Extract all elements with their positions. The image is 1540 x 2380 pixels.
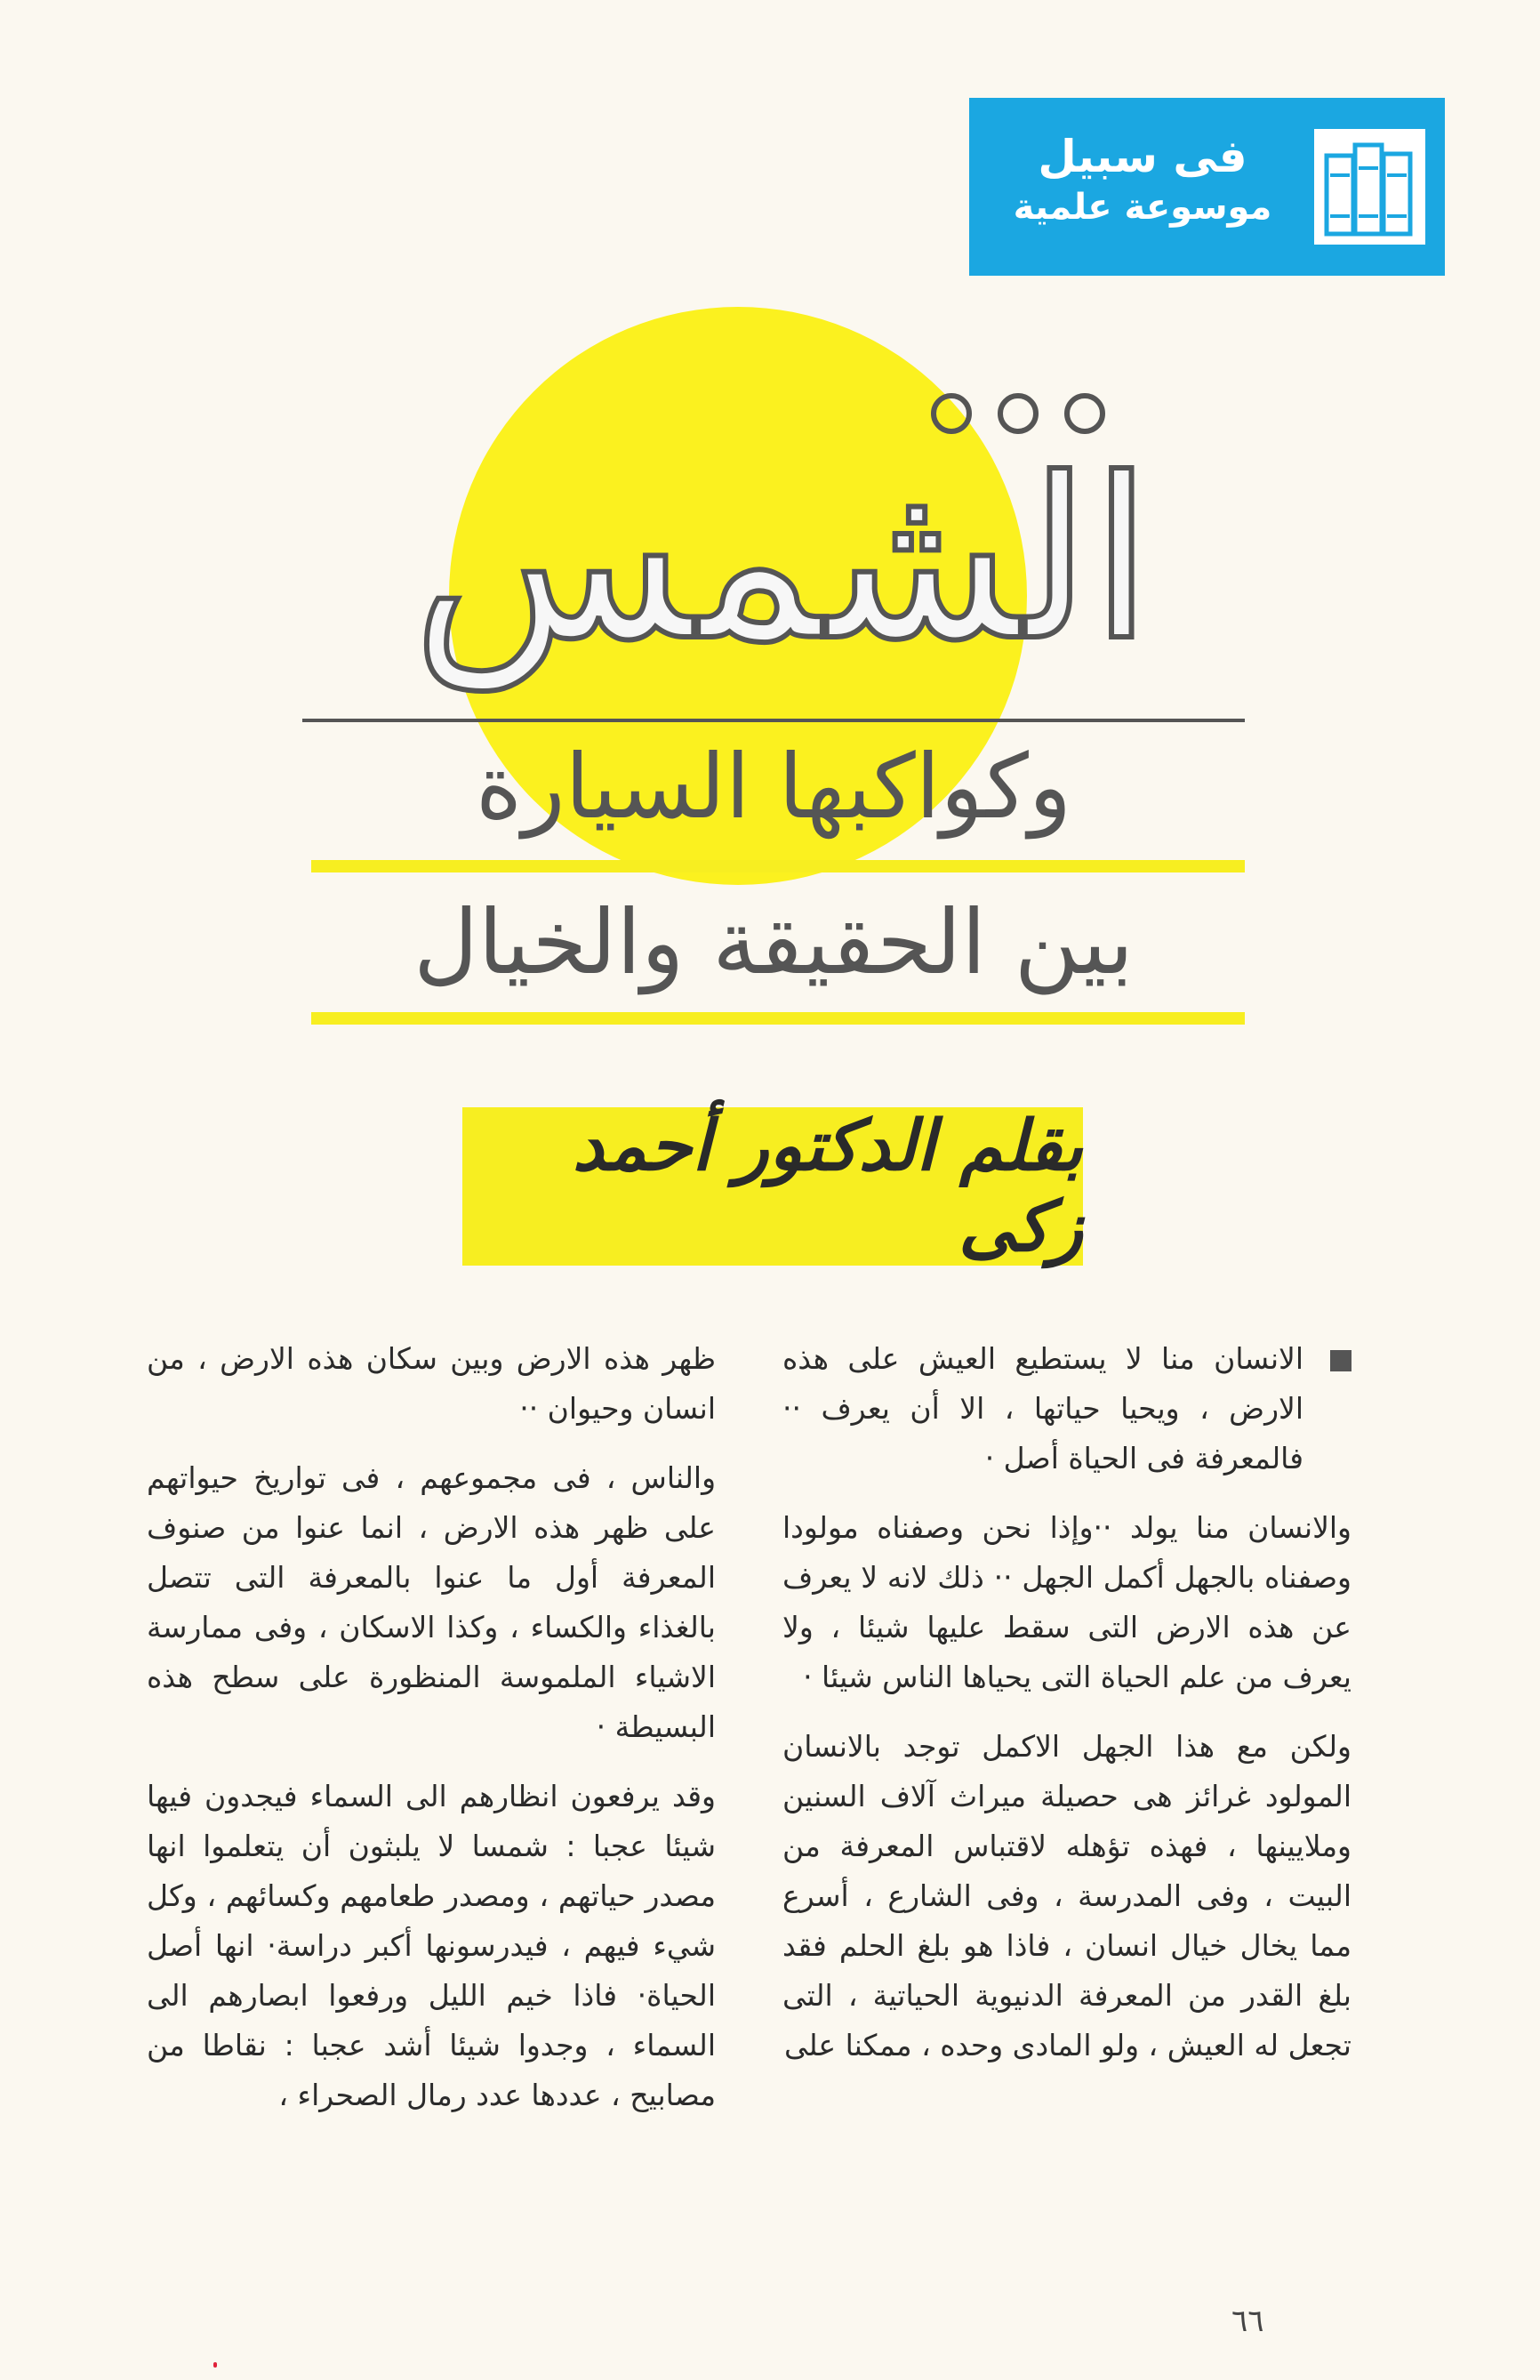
print-mark bbox=[213, 2362, 217, 2368]
subtitle-underline-2 bbox=[311, 1012, 1245, 1025]
article-column-left bbox=[147, 1334, 716, 2140]
page-title: الشمس bbox=[413, 430, 1152, 689]
title-dots bbox=[925, 391, 1111, 436]
article-column-right bbox=[782, 1334, 1352, 2090]
series-line-2: موسوعة علمية bbox=[1013, 186, 1272, 228]
paragraph-text: الانسان منا لا يستطيع العيش على هذه الارض ، ويحيا حياتها ، الا أن يعرف ·· فالمعرفة فى الحياة أصل · bbox=[782, 1341, 1303, 1475]
paragraph: ظهر هذه الارض وبين سكان هذه الارض ، من انسان وحيوان ·· bbox=[147, 1341, 716, 1426]
paragraph: وقد يرفعون انظارهم الى السماء فيجدون فيها شيئا عجبا : شمسا لا يلبثون أن يتعلموا انها مصدر حياتهم ، ومصدر طعامهم وكسائهم ، وكل شيء فيهم ، فيدرسونها أكبر دراسة· انها أصل الحياة· فاذا خيم الليل ورفعوا ابصارهم الى السماء ، وجدوا شيئا أشد عجبا : نقاطا من مصابيح ، عددها عدد رمال الصحراء ، bbox=[147, 1779, 716, 2112]
paragraph bbox=[782, 1334, 1352, 1483]
subtitle-underline-1 bbox=[311, 860, 1245, 872]
series-banner bbox=[969, 98, 1445, 276]
series-title bbox=[991, 129, 1294, 229]
subtitle-line-1: وكواكبها السيارة bbox=[475, 735, 1072, 839]
page-number: ٦٦ bbox=[1231, 2304, 1264, 2339]
paragraph: والناس ، فى مجموعهم ، فى تواريخ حيواتهم على ظهر هذه الارض ، انما عنوا من صنوف المعرفة أول ما عنوا بالمعرفة التى تتصل بالغذاء والكساء ، وكذا الاسكان ، وفى ممارسة الاشياء الملموسة المنظورة على سطح هذه البسيطة · bbox=[147, 1460, 716, 1744]
title-divider bbox=[302, 719, 1245, 722]
paragraph: ولكن مع هذا الجهل الاكمل توجد بالانسان المولود غرائز هى حصيلة ميراث آلاف السنين وملايينها ، فهذه تؤهله لاقتباس المعرفة من البيت ، وفى المدرسة ، وفى الشارع ، أسرع مما يخال خيال انسان ، فاذا هو بلغ الحلم فقد بلغ القدر من المعرفة الدنيوية الحياتية ، التى تجعل له العيش ، ولو المادى وحده ، ممكنا على bbox=[782, 1729, 1352, 2062]
byline-box bbox=[462, 1107, 1083, 1266]
title-block bbox=[293, 342, 1271, 689]
paragraph-bullet-icon bbox=[1330, 1350, 1352, 1371]
byline: بقلم الدكتور أحمد زكى bbox=[572, 1106, 1083, 1267]
subtitle-line-2: بين الحقيقة والخيال bbox=[413, 890, 1134, 994]
series-line-1: فى سبيل bbox=[1038, 131, 1247, 182]
books-icon bbox=[1314, 129, 1425, 245]
paragraph: والانسان منا يولد ··وإذا نحن وصفناه مولودا وصفناه بالجهل أكمل الجهل ·· ذلك لانه لا يعرف عن هذه الارض التى سقط عليها شيئا ، ولا يعرف من علم الحياة التى يحياها الناس شيئا · bbox=[782, 1510, 1352, 1694]
